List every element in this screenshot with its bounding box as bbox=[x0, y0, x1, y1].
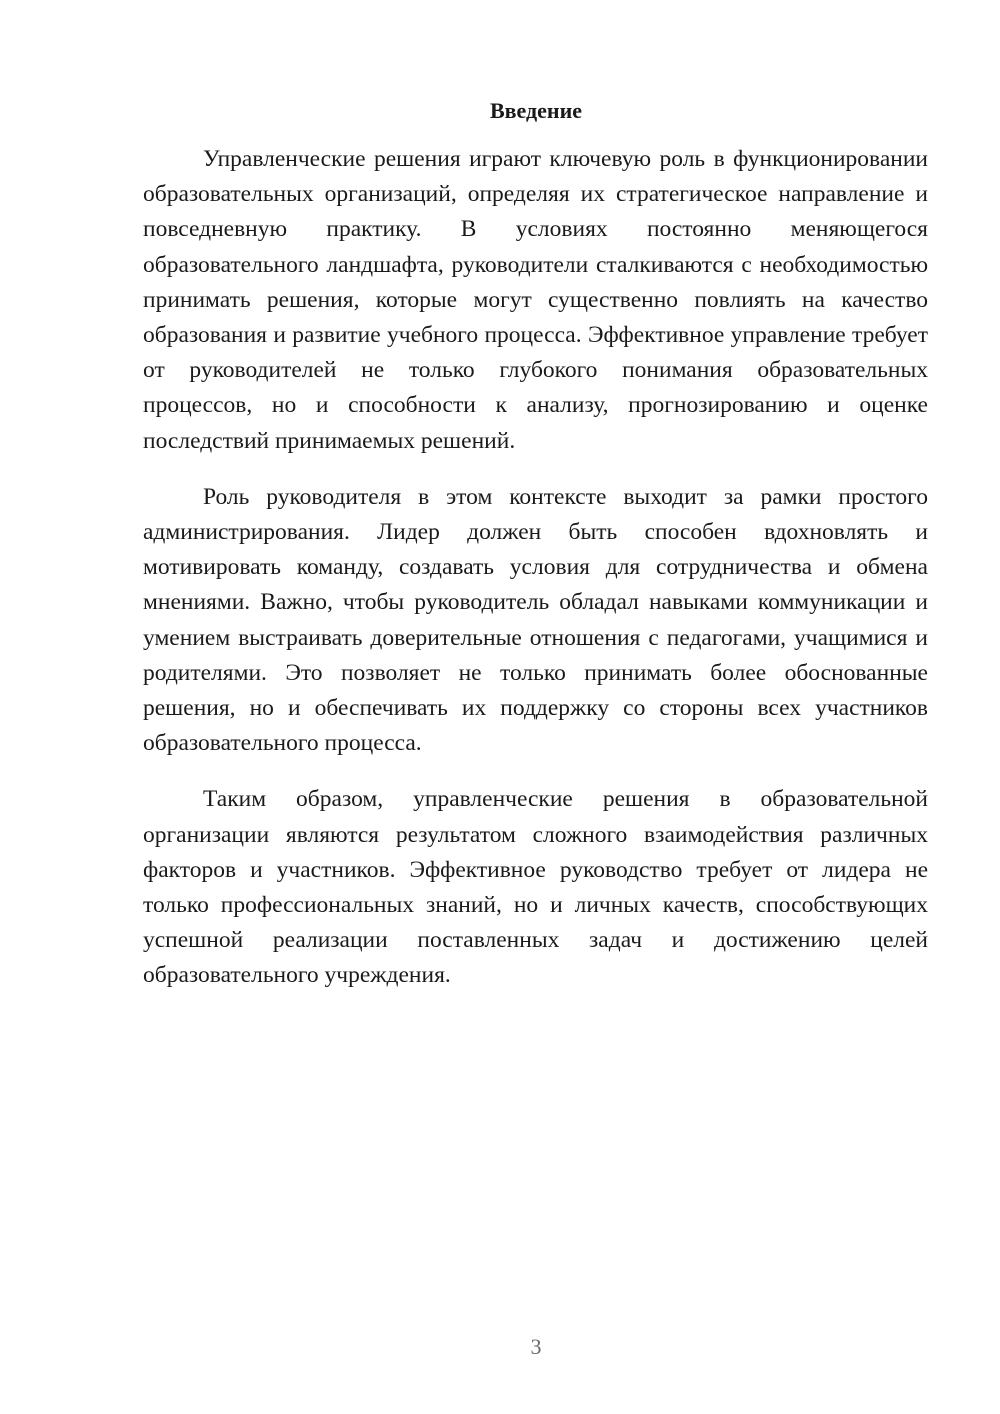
paragraph-2: Роль руководителя в этом контексте выходит за рамки простого администрирования. Лидер должен быть способен вдохновлять и мотивировать команду, создавать условия для сотрудничества и обмена мнениями. Важно, чтобы руководитель обладал навыками коммуникации и умением выстраивать доверительные отношения с педагогами, учащимися и родителями. Это позволяет не только принимать более обоснованные решения, но и обеспечивать их поддержку со стороны всех участников образовательного процесса. bbox=[143, 483, 928, 757]
paragraph-1: Управленческие решения играют ключевую роль в функционировании образовательных организаций, определяя их стратегическое направление и повседневную практику. В условиях постоянно меняющегося образовательного ландшафта, руководители сталкиваются с необходимостью принимать решения, которые могут существенно повлиять на качество образования и развитие учебного процесса. Эффективное управление требует от руководителей не только глубокого понимания образовательных процессов, но и способности к анализу, прогнозированию и оценке последствий принимаемых решений. bbox=[143, 146, 928, 454]
page-number: 3 bbox=[530, 1334, 542, 1359]
section-title: Введение bbox=[489, 98, 583, 123]
paragraph-3: Таким образом, управленческие решения в образовательной организации являются результатом сложного взаимодействия различных факторов и участников. Эффективное руководство требует от лидера не только профессиональных знаний, но и личных качеств, способствующих успешной реализации поставленных задач и достижению целей образовательного учреждения. bbox=[143, 786, 928, 989]
body-text bbox=[143, 142, 928, 1015]
